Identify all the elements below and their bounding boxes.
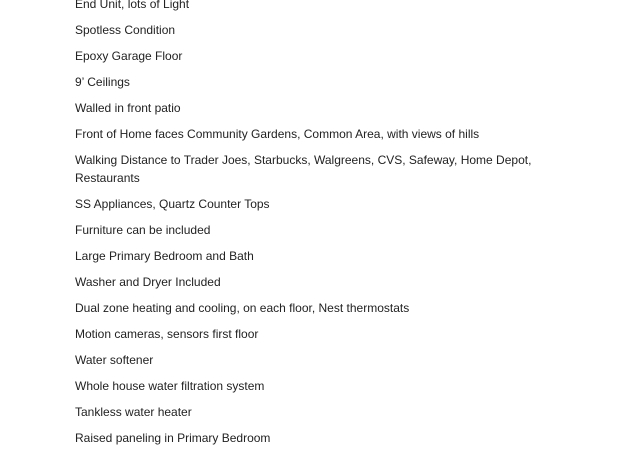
feature-item-garage-floor: Epoxy Garage Floor [75,49,183,63]
feature-item-raised-paneling: Raised paneling in Primary Bedroom [75,431,271,445]
feature-item-ceilings: 9’ Ceilings [75,75,130,89]
feature-item-spotless: Spotless Condition [75,23,176,37]
feature-item-primary-bedroom: Large Primary Bedroom and Bath [75,249,254,263]
feature-item-community-gardens: Front of Home faces Community Gardens, Common Area, with views of hills [75,127,480,141]
feature-list [75,0,545,455]
feature-item-end-unit: End Unit, lots of Light [75,0,190,11]
feature-item-patio: Walled in front patio [75,101,181,115]
feature-item-motion-cameras: Motion cameras, sensors first floor [75,327,259,341]
feature-item-furniture: Furniture can be included [75,223,211,237]
feature-item-washer-dryer: Washer and Dryer Included [75,275,221,289]
feature-item-water-filtration: Whole house water filtration system [75,379,265,393]
feature-item-water-softener: Water softener [75,353,154,367]
feature-item-heating-cooling: Dual zone heating and cooling, on each floor, Nest thermostats [75,301,410,315]
feature-item-walking-distance: Walking Distance to Trader Joes, Starbucks, Walgreens, CVS, Safeway, Home Depot, Restaurants [75,153,532,185]
feature-item-water-heater: Tankless water heater [75,405,192,419]
feature-item-appliances: SS Appliances, Quartz Counter Tops [75,197,270,211]
